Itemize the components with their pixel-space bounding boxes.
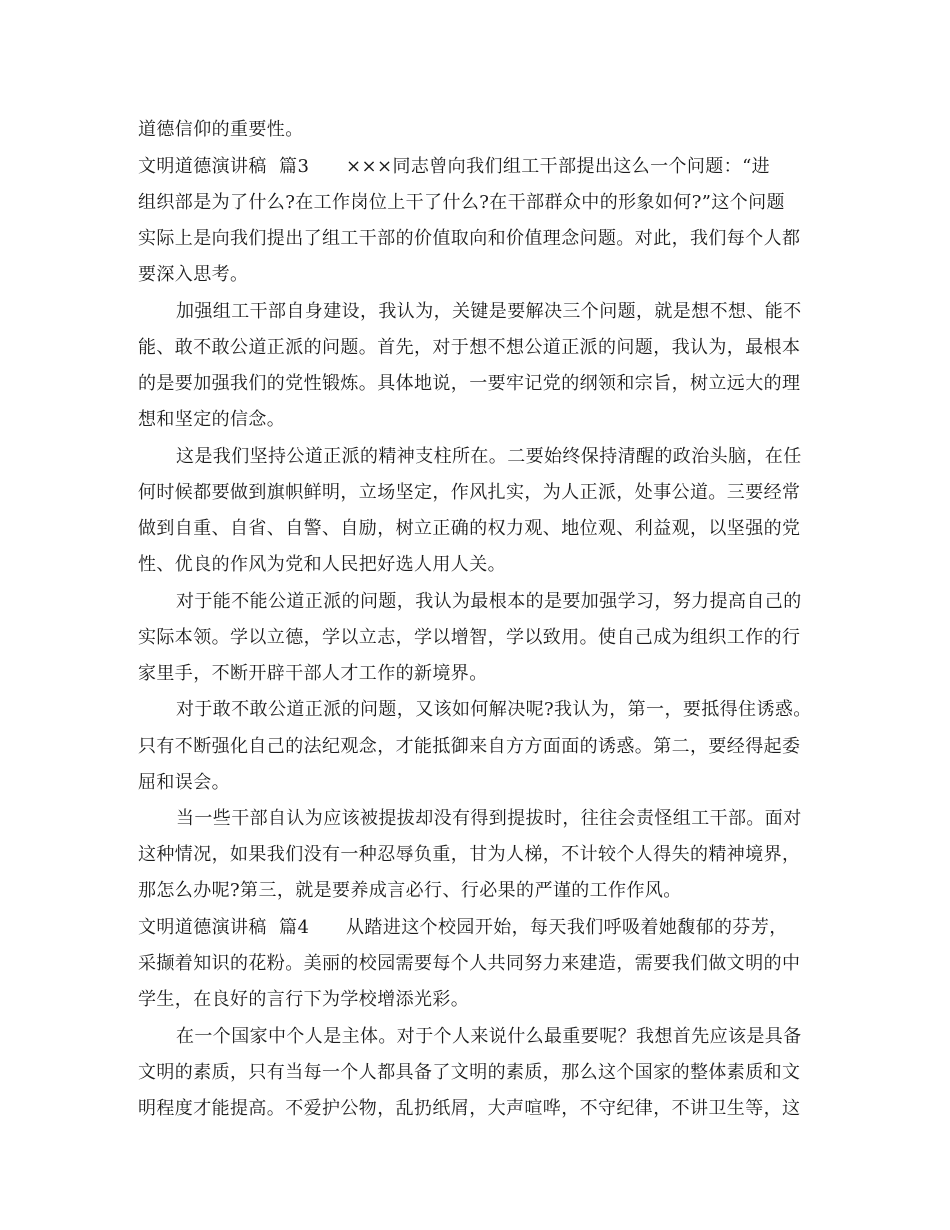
text-line: 实际上是向我们提出了组工干部的价值取向和价值理念问题。对此，我们每个人都: [138, 228, 801, 249]
text-line: 采撷着知识的花粉。美丽的校园需要每个人共同努力来建造，需要我们做文明的中: [138, 953, 801, 974]
paragraph-first-line: 加强组工干部自身建设，我认为，关键是要解决三个问题，就是想不想、能不: [176, 301, 802, 322]
text-line: 能、敢不敢公道正派的问题。首先，对于想不想公道正派的问题，我认为，最根本: [138, 337, 801, 358]
paragraph-first-line: 对于能不能公道正派的问题，我认为最根本的是要加强学习，努力提高自己的: [176, 591, 802, 612]
section-heading-line: 文明道德演讲稿 篇4 从踏进这个校园开始，每天我们呼吸着她馥郁的芬芳，: [138, 917, 788, 938]
text-line: 性、优良的作风为党和人民把好选人用人关。: [138, 554, 506, 575]
text-line: 只有不断强化自己的法纪观念，才能抵御来自方方面面的诱惑。第二，要经得起委: [138, 736, 801, 757]
text-line: 实际本领。学以立德，学以立志，学以增智，学以致用。使自己成为组织工作的行: [138, 627, 801, 648]
text-line: 做到自重、自省、自警、自励，树立正确的权力观、地位观、利益观，以坚强的党: [138, 518, 801, 539]
paragraph-first-line: 对于敢不敢公道正派的问题，又该如何解决呢?我认为，第一，要抵得住诱惑。: [176, 699, 812, 720]
text-line: 那怎么办呢?第三，就是要养成言必行、行必果的严谨的工作作风。: [138, 880, 682, 901]
text-line: 这种情况，如果我们没有一种忍辱负重，甘为人梯，不计较个人得失的精神境界，: [138, 844, 801, 865]
text-line: 明程度才能提高。不爱护公物，乱扔纸屑，大声喧哗，不守纪律，不讲卫生等，这: [138, 1098, 801, 1119]
paragraph-first-line: 在一个国家中个人是主体。对于个人来说什么最重要呢？我想首先应该是具备: [176, 1026, 802, 1047]
text-line: 组织部是为了什么?在工作岗位上干了什么?在干部群众中的形象如何?”这个问题: [138, 192, 785, 213]
text-line: 家里手，不断开辟干部人才工作的新境界。: [138, 663, 488, 684]
text-line: 文明的素质，只有当每一个人都具备了文明的素质，那么这个国家的整体素质和文: [138, 1062, 801, 1083]
section-heading-line: 文明道德演讲稿 篇3 ×××同志曾向我们组工干部提出这么一个问题：“进: [138, 156, 771, 177]
text-line: 道德信仰的重要性。: [138, 119, 304, 140]
paragraph-first-line: 这是我们坚持公道正派的精神支柱所在。二要始终保持清醒的政治头脑，在任: [176, 446, 802, 467]
text-line: 想和坚定的信念。: [138, 409, 286, 430]
text-line: 何时候都要做到旗帜鲜明，立场坚定，作风扎实，为人正派，处事公道。三要经常: [138, 482, 801, 503]
text-line: 屈和误会。: [138, 772, 230, 793]
text-line: 学生，在良好的言行下为学校增添光彩。: [138, 989, 470, 1010]
text-line: 的是要加强我们的党性锻炼。具体地说，一要牢记党的纲领和宗旨，树立远大的理: [138, 373, 801, 394]
text-line: 要深入思考。: [138, 264, 249, 285]
paragraph-first-line: 当一些干部自认为应该被提拔却没有得到提拔时，往往会责怪组工干部。面对: [176, 808, 802, 829]
